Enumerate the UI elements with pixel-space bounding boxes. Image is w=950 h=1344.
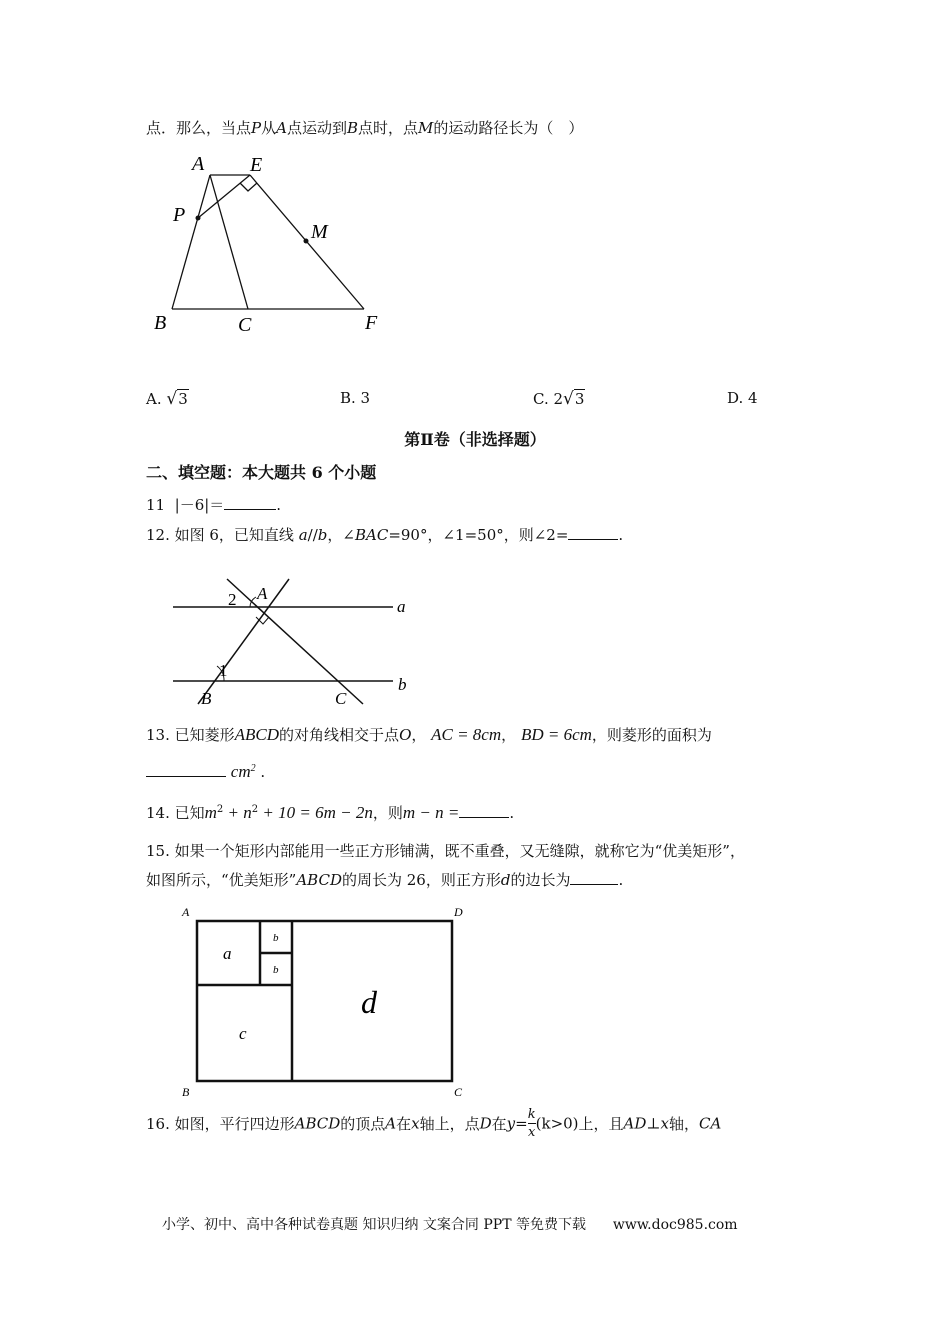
q12-label-c-point: C [335, 689, 347, 708]
footer-link[interactable]: www.doc985.com [612, 1217, 738, 1233]
q10-label-c: C [238, 314, 252, 336]
footer-text: 小学、初中、高中各种试卷真题 知识归纳 文案合同 PPT 等免费下载 [162, 1217, 586, 1233]
q11: 11 |－6|＝ . [146, 496, 282, 514]
q12-line-ab [198, 579, 289, 704]
q10-label-e: E [250, 154, 263, 176]
q15-line1: 15. 如果一个矩形内部能用一些正方形铺满，既不重叠，又无缝隙，就称它为“优美矩形”， [146, 842, 745, 860]
section-title: 第Ⅱ卷（非选择题） [404, 430, 546, 449]
q12-label-b-point: B [201, 689, 212, 708]
section-heading: 二、填空题：本大题共 6 个小题 [146, 463, 377, 482]
q10-label-b: B [154, 312, 167, 334]
q12-label-2: 2 [228, 590, 237, 609]
q15-figure [176, 903, 476, 1098]
q10-label-f: F [365, 312, 378, 334]
q15-square-a-label: a [223, 944, 232, 963]
q15-answer-blank[interactable] [570, 870, 618, 885]
q15-square-d-label: d [361, 984, 377, 1020]
q13-answer-line: $cm^2$ . [146, 762, 265, 782]
q10-label-m: M [311, 221, 328, 243]
q15-label-a-corner: A [182, 905, 190, 919]
q13-answer-blank[interactable] [146, 762, 226, 777]
q10-point-p [196, 216, 201, 221]
q15-outer-rect [197, 921, 452, 1081]
q15-label-b-corner: B [182, 1085, 190, 1098]
q12-label-b-line: b [398, 675, 407, 694]
q12-label-a-point: A [257, 584, 268, 603]
q12-figure [165, 572, 425, 712]
q12-label-1: 1 [219, 661, 228, 680]
q10-label-a: A [192, 153, 205, 175]
q10-figure [140, 145, 400, 345]
q10-option-b[interactable]: B. 3 [340, 389, 371, 407]
q10-line-pe [198, 175, 250, 218]
q15-label-d-corner: D [454, 905, 463, 919]
q12-stem: 12. 如图 6，已知直线 a//b，∠BAC=90°，∠1=50°，则∠2= . [146, 526, 624, 544]
q16-fraction: $\frac{k}{x}$ [527, 1107, 536, 1140]
q10-option-c[interactable]: C. 2√3 [533, 389, 585, 409]
q16-stem: 16. 如图，平行四边形ABCD的顶点A在x轴上，点D在y= $\frac{k}{x}$ (k>0)上，且AD⊥x轴，CA [146, 1107, 722, 1140]
q10-label-p: P [173, 204, 186, 226]
q15-line2: 如图所示，“优美矩形”ABCD的周长为 26，则正方形d的边长为 . [146, 871, 624, 889]
q10-point-m [304, 239, 309, 244]
q10-right-angle [240, 183, 257, 191]
footer [162, 1214, 738, 1234]
q10-stem: 点．那么，当点P从A点运动到B点时，点M的运动路径长为（ ） [146, 119, 584, 137]
q10-line-ac [210, 175, 248, 309]
q12-answer-blank[interactable] [568, 525, 618, 540]
q12-line-ac [227, 579, 363, 704]
q10-option-d[interactable]: D. 4 [727, 389, 758, 407]
q13-stem: 13. 已知菱形ABCD的对角线相交于点O， AC = 8cm， BD = 6cm，则菱形的面积为 [146, 725, 712, 744]
q14-stem: 14. 已知$m^2 + n^2 + 10 = 6m - 2n$，则m − n = . [146, 803, 515, 822]
q14-answer-blank[interactable] [459, 803, 509, 818]
q15-square-b1-label: b [273, 932, 279, 944]
q15-square-c-label: c [239, 1024, 247, 1043]
q10-line-ab [172, 175, 210, 309]
q12-label-a-line: a [397, 597, 406, 616]
q11-answer-blank[interactable] [224, 495, 276, 510]
q15-square-b2-label: b [273, 964, 279, 976]
q10-option-a[interactable]: A. √3 [146, 389, 188, 409]
q15-label-c-corner: C [454, 1085, 463, 1098]
